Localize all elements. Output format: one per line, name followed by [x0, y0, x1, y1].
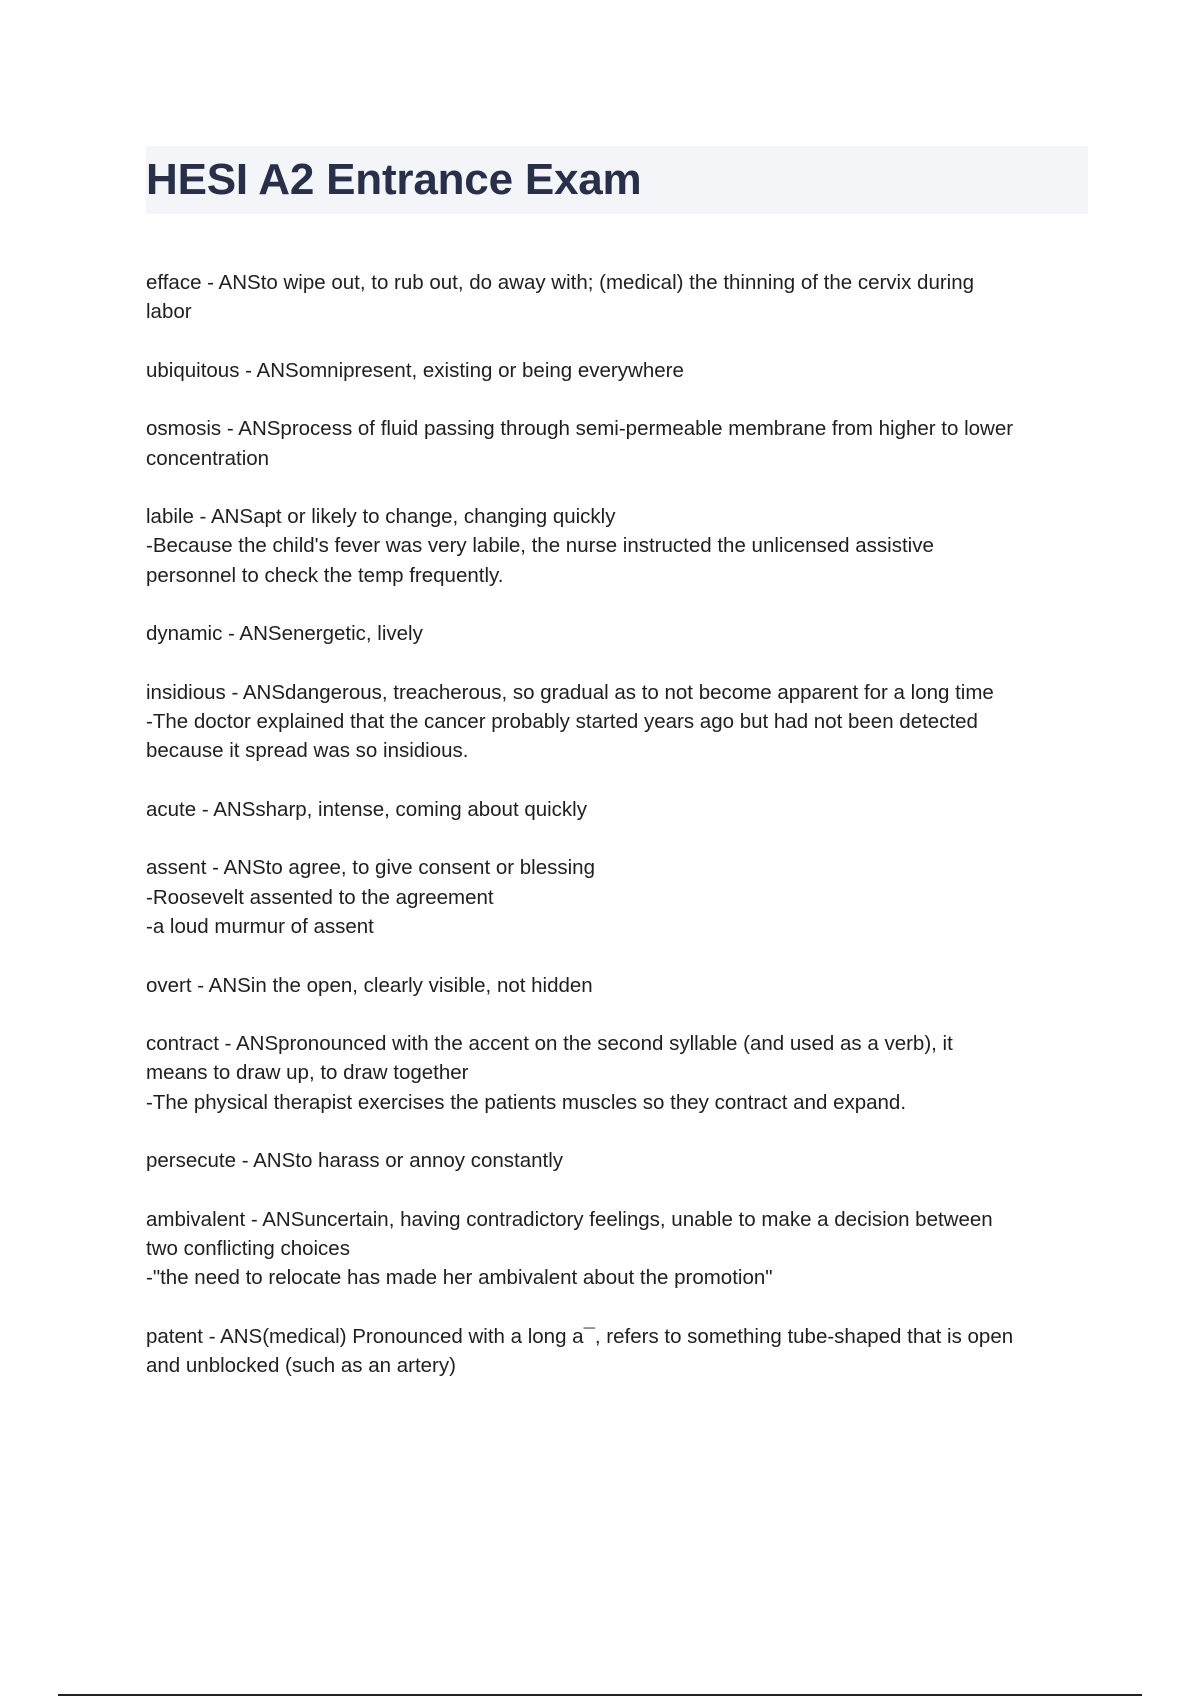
flashcard-entry	[146, 853, 1096, 941]
entry-line: two conflicting choices	[146, 1236, 350, 1260]
flashcard-entry	[146, 1205, 1096, 1293]
entry-line: -Roosevelt assented to the agreement	[146, 885, 494, 909]
flashcard-entry	[146, 1322, 1096, 1381]
entry-line: labile - ANSapt or likely to change, changing quickly	[146, 505, 616, 529]
flashcard-entry	[146, 678, 1096, 766]
entry-line: insidious - ANSdangerous, treacherous, so gradual as to not become apparent for a long time	[146, 680, 994, 704]
entry-line: dynamic - ANSenergetic, lively	[146, 622, 423, 646]
flashcard-entry	[146, 268, 1096, 327]
entry-line: -The doctor explained that the cancer probably started years ago but had not been detected	[146, 710, 978, 734]
entry-line: overt - ANSin the open, clearly visible, not hidden	[146, 973, 593, 997]
entry-line: -Because the child's fever was very labile, the nurse instructed the unlicensed assistive	[146, 534, 934, 558]
entry-line: because it spread was so insidious.	[146, 739, 469, 763]
document-title: HESI A2 Entrance Exam	[146, 155, 642, 204]
flashcard-entry	[146, 971, 1096, 1000]
entry-line: efface - ANSto wipe out, to rub out, do away with; (medical) the thinning of the cervix during	[146, 271, 975, 294]
entry-line: concentration	[146, 446, 270, 470]
flashcard-entry	[146, 502, 1096, 590]
flashcard-list	[146, 268, 1096, 1410]
entry-line: -The physical therapist exercises the patients muscles so they contract and expand.	[146, 1090, 907, 1114]
entry-line: persecute - ANSto harass or annoy constantly	[146, 1149, 564, 1173]
entry-line: -a loud murmur of assent	[146, 915, 374, 939]
flashcard-entry	[146, 1146, 1096, 1175]
entry-line: labor	[146, 300, 192, 324]
flashcard-entry	[146, 619, 1096, 648]
entry-line: assent - ANSto agree, to give consent or blessing	[146, 856, 595, 880]
flashcard-entry	[146, 414, 1096, 473]
entry-line: means to draw up, to draw together	[146, 1061, 469, 1085]
entry-line: and unblocked (such as an artery)	[146, 1354, 456, 1378]
entry-line: personnel to check the temp frequently.	[146, 563, 504, 587]
entry-line: -"the need to relocate has made her ambivalent about the promotion"	[146, 1266, 773, 1290]
flashcard-entry	[146, 356, 1096, 385]
entry-line: ubiquitous - ANSomnipresent, existing or being everywhere	[146, 358, 684, 382]
footer-rule	[58, 1694, 1142, 1696]
title-band	[146, 146, 1088, 214]
entry-line: osmosis - ANSprocess of fluid passing through semi-permeable membrane from higher to lower	[146, 417, 1014, 441]
flashcard-entry	[146, 1029, 1096, 1117]
entry-line: patent - ANS(medical) Pronounced with a long a¯, refers to something tube-shaped that is open	[146, 1324, 1014, 1348]
flashcard-entry	[146, 795, 1096, 824]
entry-line: contract - ANSpronounced with the accent on the second syllable (and used as a verb), it	[146, 1031, 953, 1055]
entry-line: acute - ANSsharp, intense, coming about quickly	[146, 797, 587, 821]
entry-line: ambivalent - ANSuncertain, having contradictory feelings, unable to make a decision between	[146, 1207, 993, 1231]
